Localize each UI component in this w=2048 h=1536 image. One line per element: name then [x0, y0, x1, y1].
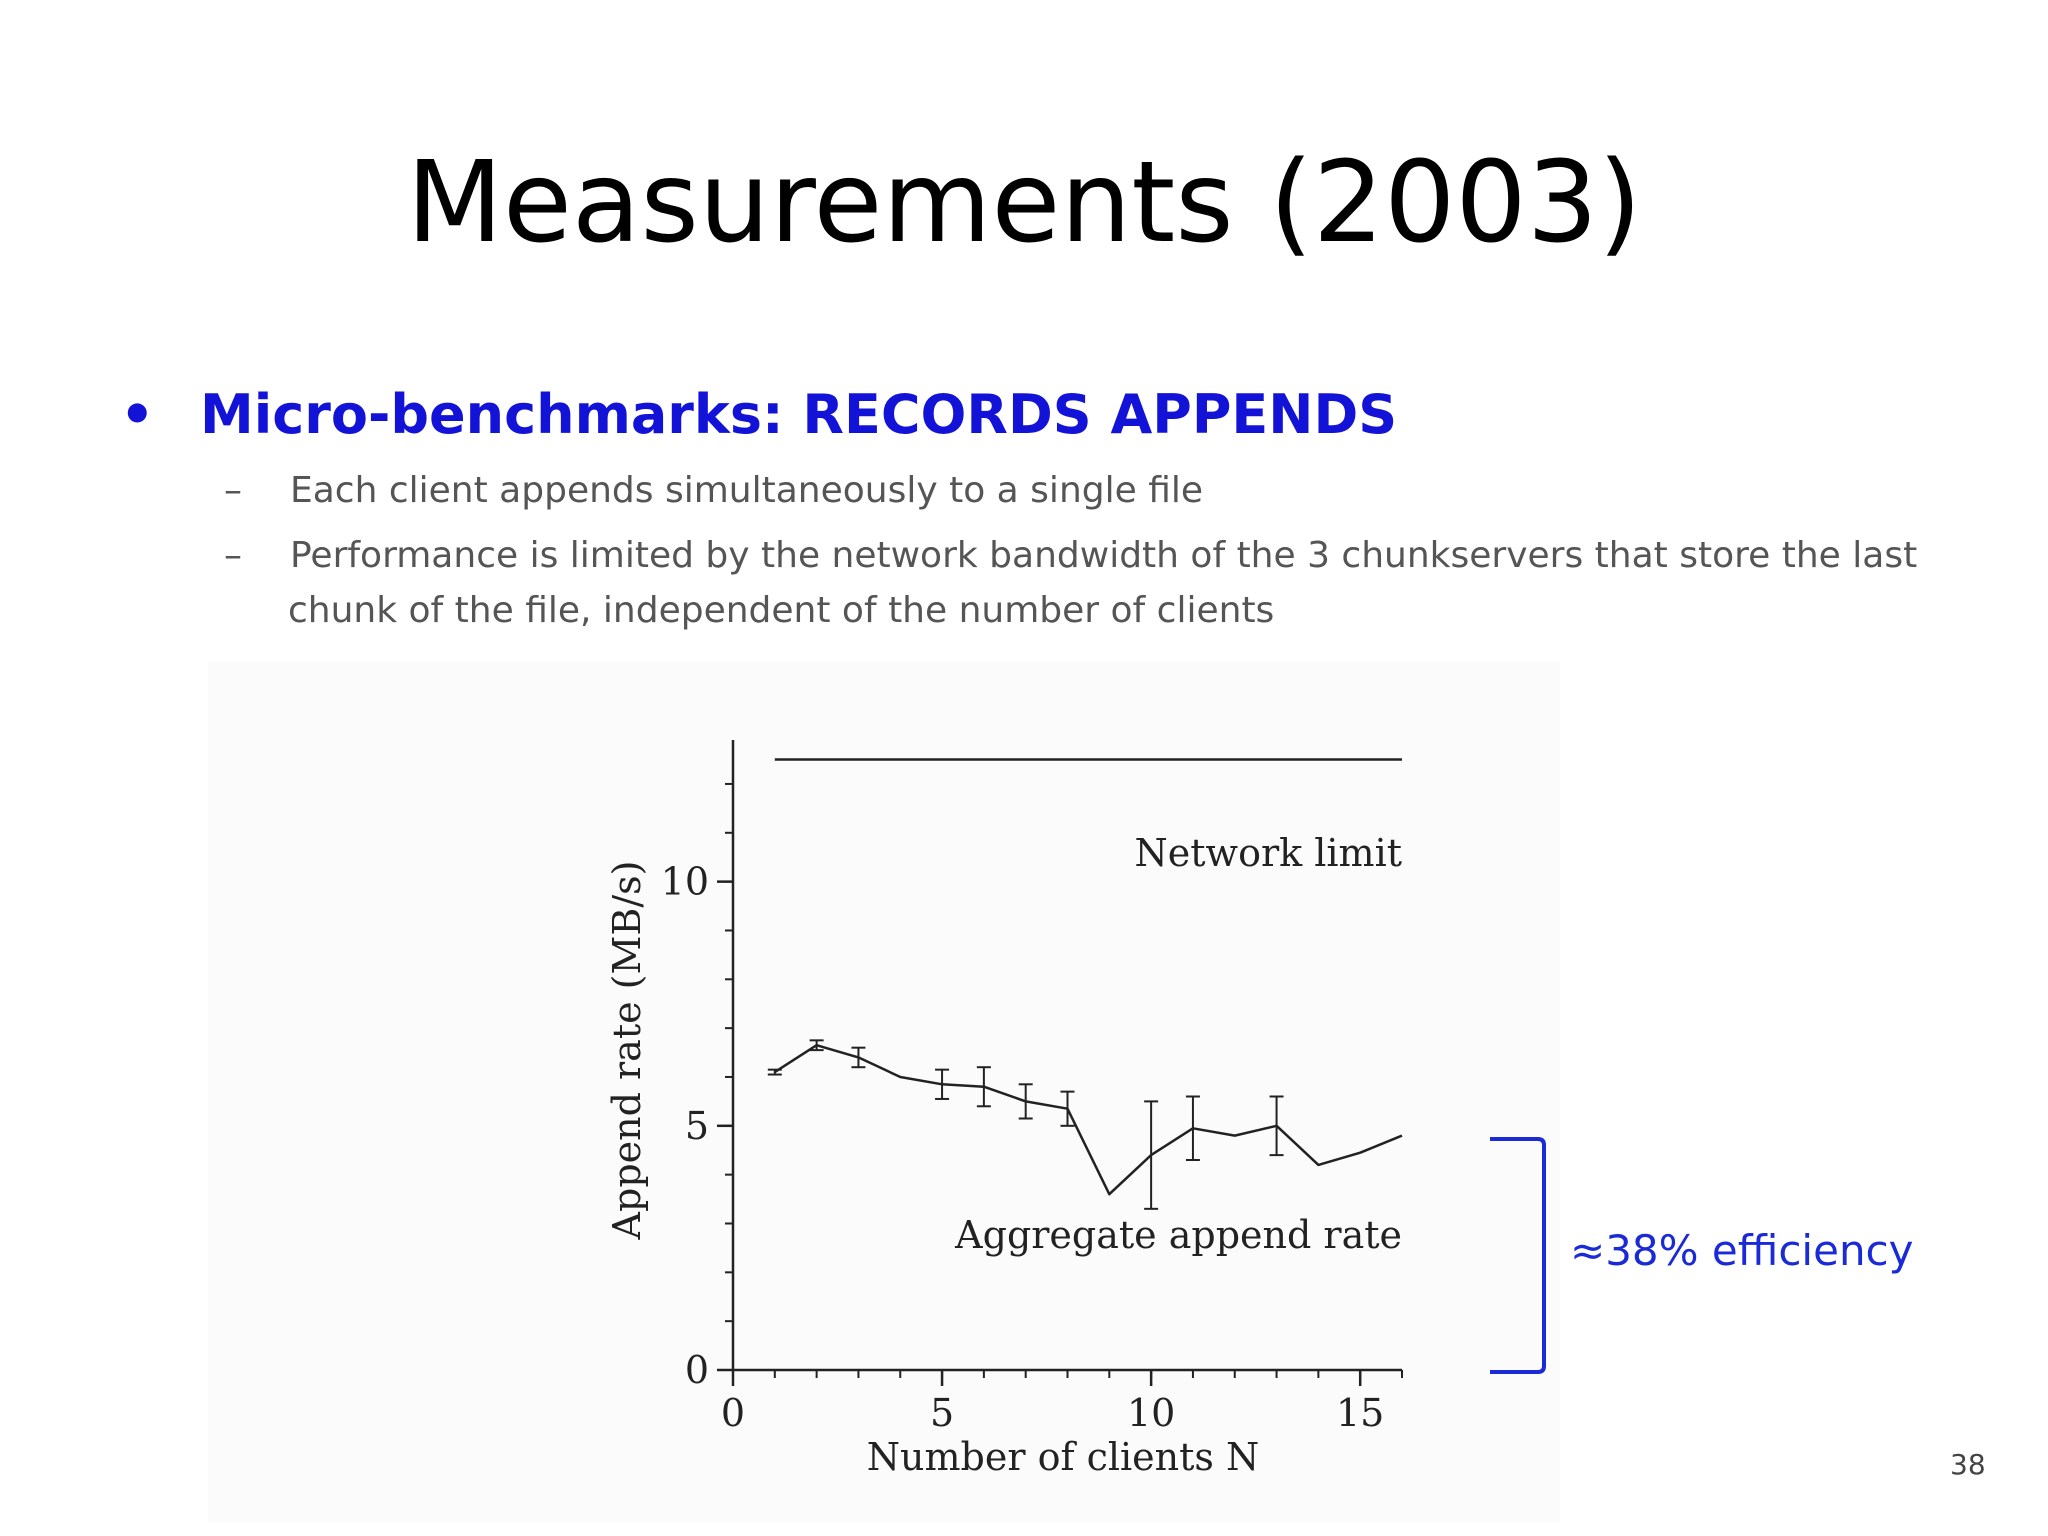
y-axis-title: Append rate (MB/s) — [605, 860, 649, 1240]
x-tick-label: 10 — [1126, 1391, 1176, 1435]
network-limit-label: Network limit — [1134, 831, 1402, 875]
page-number: 38 — [1950, 1448, 1986, 1481]
slide-title: Measurements (2003) — [406, 138, 1642, 268]
x-tick-label: 15 — [1336, 1391, 1385, 1435]
x-tick-label: 5 — [929, 1391, 955, 1435]
sub-bullet-text: Each client appends simultaneously to a single file — [290, 470, 1204, 511]
x-tick-label: 0 — [720, 1391, 746, 1435]
x-axis-title: Number of clients N — [866, 1435, 1260, 1479]
y-tick-label: 0 — [684, 1348, 709, 1392]
main-bullet-text: Micro-benchmarks: RECORDS APPENDS — [200, 383, 1398, 446]
sub-bullet-text: Performance is limited by the network bandwidth of the 3 chunkservers that store the last — [290, 535, 1918, 576]
bullet-marker: • — [120, 383, 155, 446]
series-label: Aggregate append rate — [955, 1213, 1402, 1257]
error-bar — [1144, 1101, 1158, 1208]
error-bar — [768, 1070, 782, 1075]
efficiency-bracket — [1490, 1139, 1544, 1372]
aggregate-append-rate-line — [775, 1045, 1402, 1194]
chart-marks — [768, 760, 1402, 1209]
sub-bullet-marker: – — [224, 470, 242, 511]
sub-bullet-text: chunk of the file, independent of the number of clients — [288, 590, 1275, 631]
y-tick-label: 5 — [684, 1103, 709, 1148]
y-tick-label: 10 — [660, 859, 709, 904]
sub-bullet-marker: – — [224, 535, 242, 576]
efficiency-note: ≈38% efficiency — [1570, 1226, 1914, 1275]
error-bar — [851, 1048, 865, 1068]
